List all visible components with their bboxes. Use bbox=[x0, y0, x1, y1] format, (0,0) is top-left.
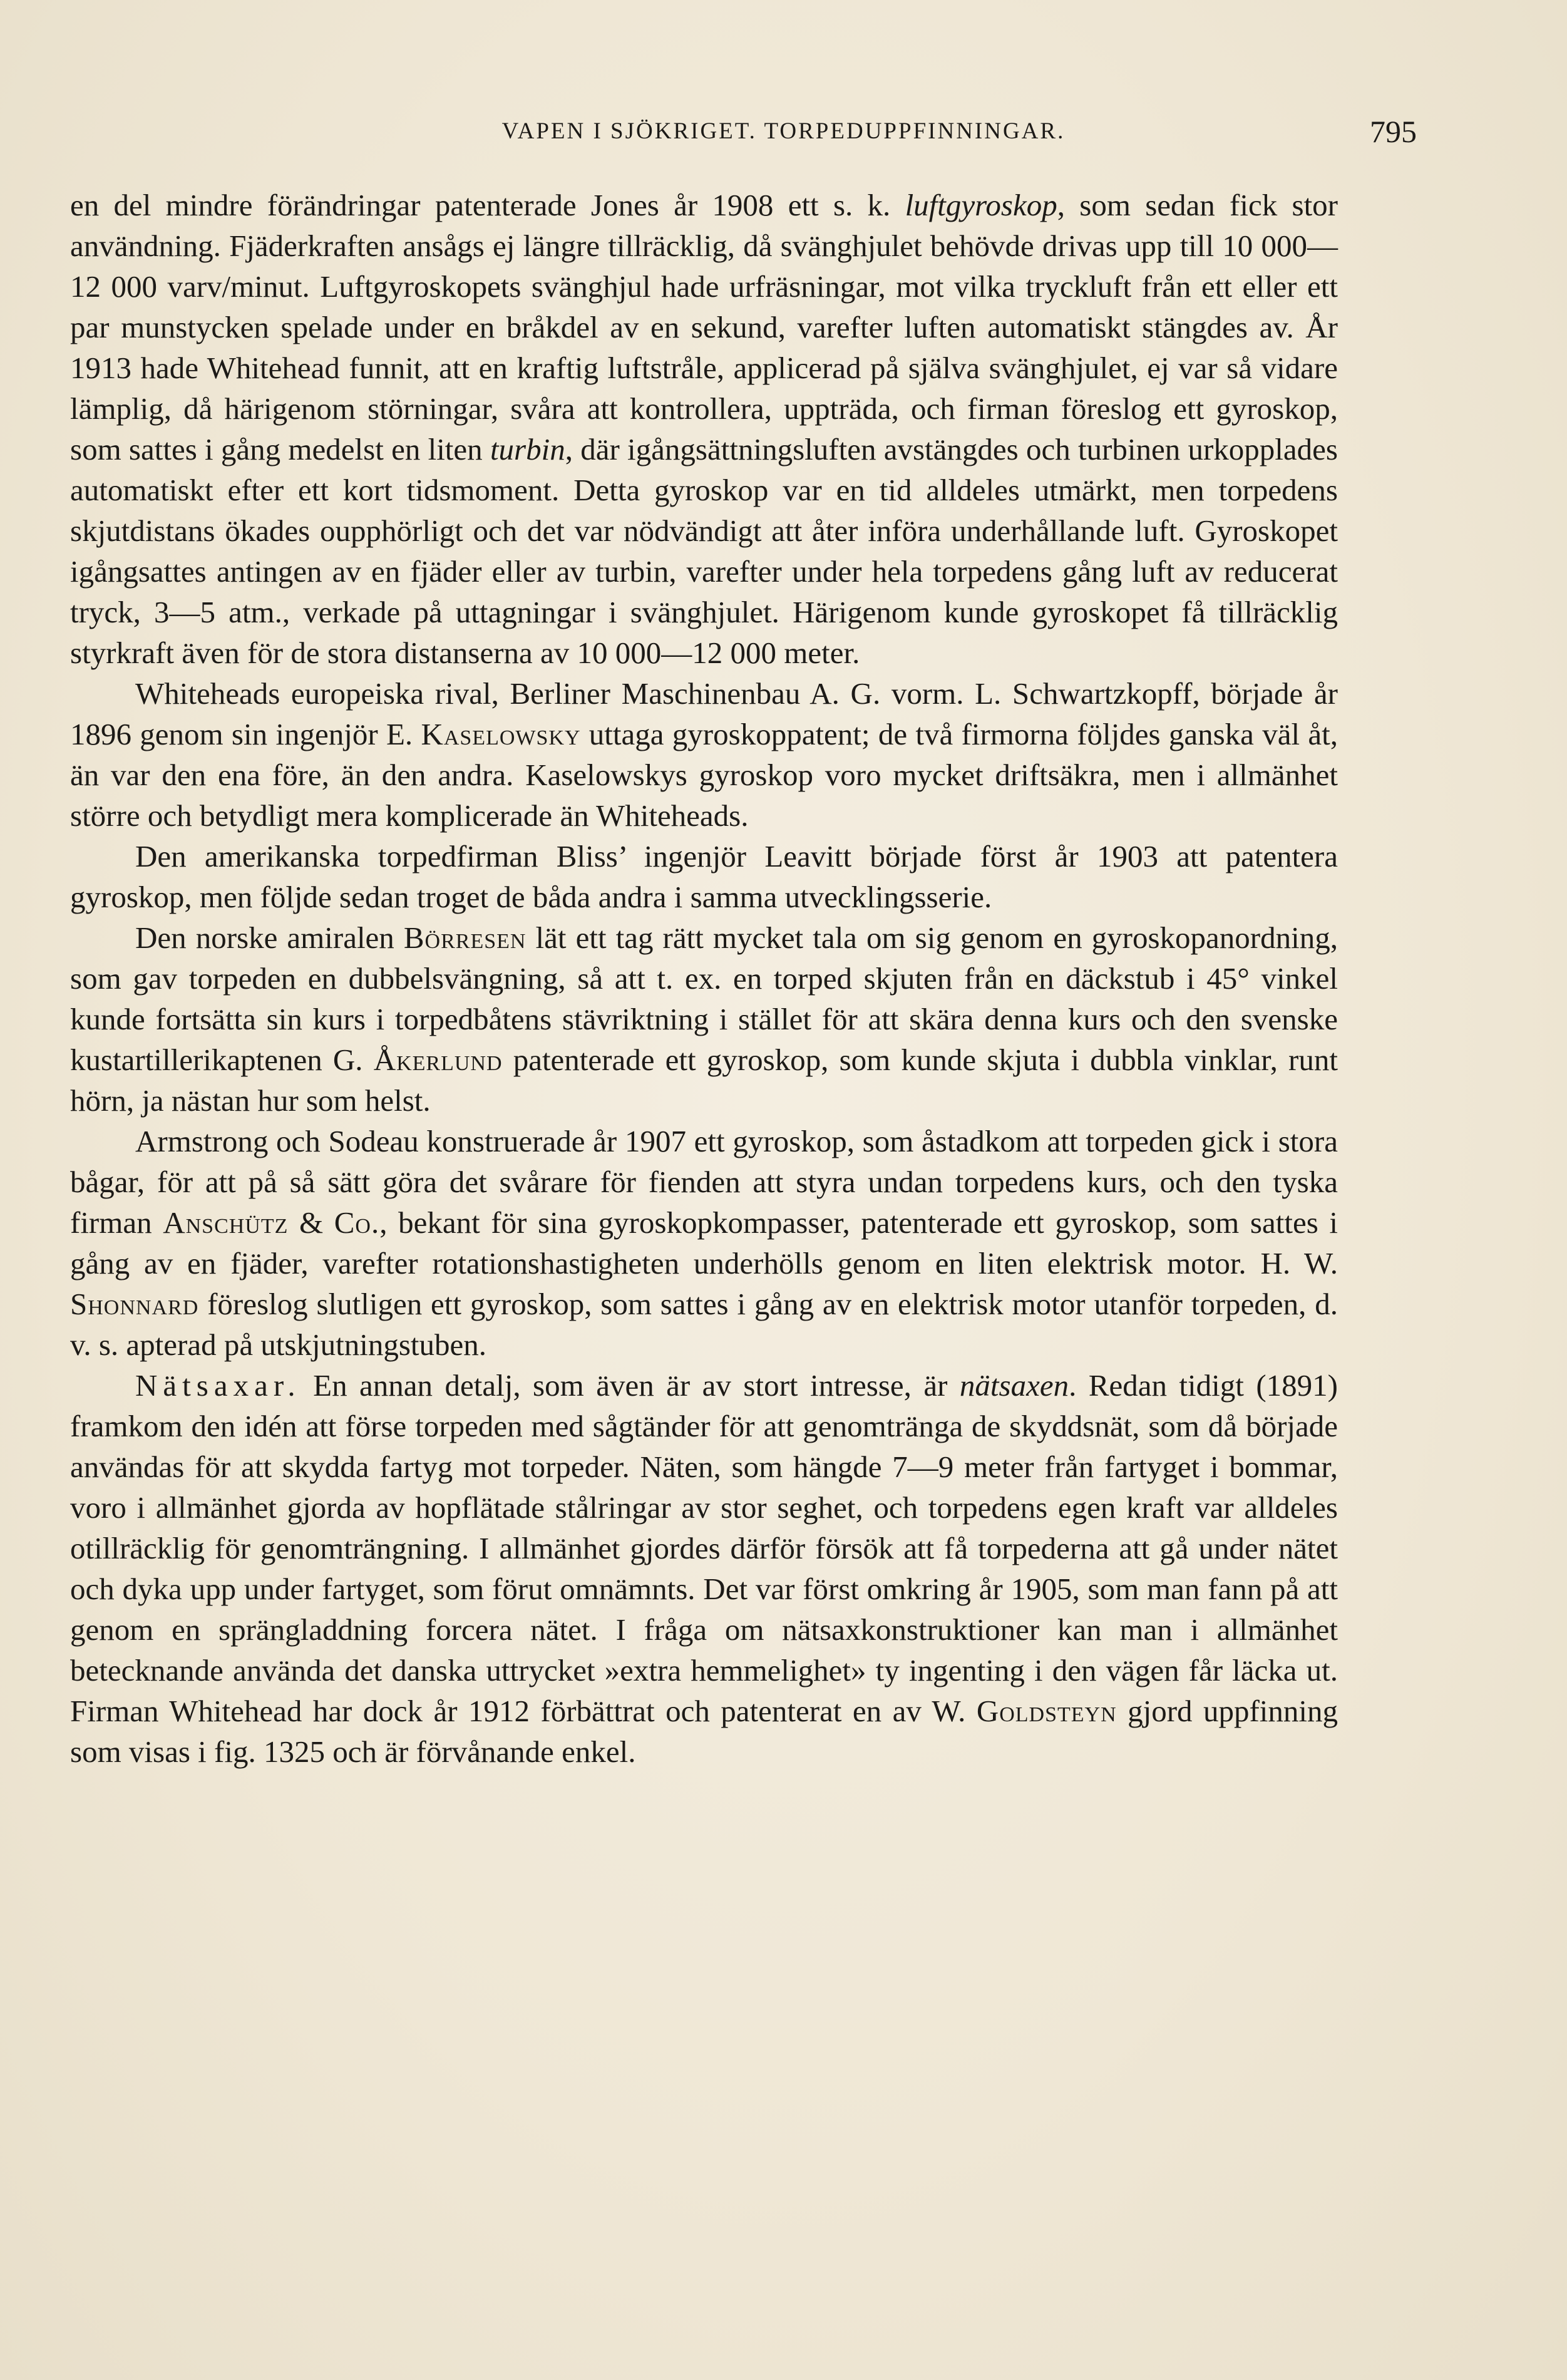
text-segment: Anschütz bbox=[163, 1205, 289, 1240]
text-segment: En annan detalj, som även är av stort intresse, är bbox=[301, 1368, 960, 1403]
text-segment: Kaselowsky bbox=[421, 717, 581, 751]
text-segment: turbin bbox=[490, 432, 565, 466]
text-segment: . Redan tidigt (1891) framkom den idén att förse torpeden med sågtänder för att genomtränga de skyddsnät, som då började användas för att skydda fartyg mot torpeder. Näten, som hängde 7—9 meter från fartyget i bommar, voro i allmänhet gjorda av hopflätade stålringar av stor seghet, och torpedens egen kraft var alldeles otillräcklig för genomträngning. I allmänhet gjordes därför försök att få torpederna att gå under nätet och dyka upp under fartyget, som förut omnämnts. Det var först omkring år 1905, som man fann på att genom en sprängladdning forcera nätet. I fråga om nätsaxkonstruktioner kan man i allmänhet betecknande använda det danska uttrycket »extra hemmelighet» ty ingenting i den vägen får läcka ut. Firman Whitehead har dock år 1912 förbättrat och patenterat en av W. bbox=[70, 1368, 1338, 1728]
paragraph-p1 bbox=[70, 185, 1338, 673]
text-segment: patenterade ett gyroskop, som kunde skjuta i dubbla vinklar, runt hörn, ja nästan hur som helst. bbox=[70, 1043, 1338, 1118]
text-segment: , där igångsättningsluften avstängdes och turbinen urkopplades automatiskt efter ett kort tidsmoment. Detta gyroskop var en tid alldeles utmärkt, men torpedens skjutdistans ökades oupphörligt och det var nödvändigt att åter införa underhållande luft. Gyroskopet igångsattes antingen av en fjäder eller av turbin, varefter under hela torpedens gång luft av reducerat tryck, 3—5 atm., verkade på uttagningar i svänghjulet. Härigenom kunde gyroskopet få tillräcklig styrkraft även för de stora distanserna av 10 000—12 000 meter. bbox=[70, 432, 1338, 670]
paragraph-p2 bbox=[70, 673, 1338, 836]
text-segment: Nätsaxar. bbox=[135, 1368, 301, 1403]
text-segment: en del mindre förändringar patenterade Jones år 1908 ett s. k. bbox=[70, 188, 905, 222]
text-segment: , bekant för sina gyroskopkompasser, patenterade ett gyroskop, som sattes i gång av en fjäder, varefter rotationshastigheten underhölls genom en liten elektrisk motor. H. W. bbox=[70, 1205, 1338, 1280]
text-segment: Goldsteyn bbox=[976, 1694, 1117, 1728]
running-title: VAPEN I SJÖKRIGET. TORPEDUPPFINNINGAR. bbox=[501, 118, 1066, 144]
text-segment: gjord uppfinning som visas i fig. 1325 och är förvånande enkel. bbox=[70, 1694, 1338, 1769]
paragraph-p6 bbox=[70, 1365, 1338, 1772]
text-segment: Den amerikanska torpedfirman Bliss’ ingenjör Leavitt började först år 1903 att patentera gyroskop, men följde sedan troget de båda andra i samma utvecklingsserie. bbox=[70, 839, 1338, 914]
text-segment: föreslog slutligen ett gyroskop, som sattes i gång av en elektrisk motor utanför torpeden, d. v. s. apterad på utskjutningstuben. bbox=[70, 1287, 1338, 1362]
text-segment: nätsaxen bbox=[959, 1368, 1069, 1403]
text-segment: Armstrong och Sodeau konstruerade år 1907 ett gyroskop, som åstadkom att torpeden gick i stora bågar, för att på så sätt göra det svårare för fienden att styra undan torpedens kurs, och den tyska firman bbox=[70, 1124, 1338, 1240]
text-segment: luftgyroskop bbox=[905, 188, 1057, 222]
text-segment: , som sedan fick stor användning. Fjäderkraften ansågs ej längre tillräcklig, då svänghjulet behövde drivas upp till 10 000—12 000 varv/minut. Luftgyroskopets svänghjul hade urfräsningar, mot vilka tryckluft från ett eller ett par munstycken spelade under en bråkdel av en sekund, varefter luften automatiskt stängdes av. År 1913 hade Whitehead funnit, att en kraftig luftstråle, applicerad på själva svänghjulet, ej var så vidare lämplig, då härigenom störningar, svåra att kontrollera, uppträda, och firman föreslog ett gyroskop, som sattes i gång medelst en liten bbox=[70, 188, 1338, 466]
text-segment: Åkerlund bbox=[373, 1043, 503, 1077]
paragraph-p3 bbox=[70, 836, 1338, 917]
paragraph-p4 bbox=[70, 917, 1338, 1121]
text-segment: Börresen bbox=[403, 920, 527, 955]
text-segment: & bbox=[288, 1205, 334, 1240]
text-segment: Den norske amiralen bbox=[135, 920, 404, 955]
body-text bbox=[70, 185, 1338, 1772]
text-segment: uttaga gyroskoppatent; de två firmorna följdes ganska väl åt, än var den ena före, än den andra. Kaselowskys gyroskop voro mycket driftsäkra, men i allmänhet större och betydligt mera komplicerade än Whiteheads. bbox=[70, 717, 1338, 833]
text-segment: Whiteheads europeiska rival, Berliner Maschinenbau A. G. vorm. L. Schwartzkopff, började år 1896 genom sin ingenjör E. bbox=[70, 676, 1338, 751]
text-segment: Co. bbox=[334, 1205, 380, 1240]
paragraph-p5 bbox=[70, 1121, 1338, 1365]
text-segment: lät ett tag rätt mycket tala om sig genom en gyroskopanordning, som gav torpeden en dubbelsvängning, så att t. ex. en torped skjuten från en däckstub i 45° vinkel kunde fortsätta sin kurs i torpedbåtens stävriktning i stället för att skära denna kurs och den svenske kustartillerikaptenen G. bbox=[70, 920, 1338, 1077]
running-head bbox=[150, 113, 1417, 150]
text-segment: Shonnard bbox=[70, 1287, 199, 1321]
page-number: 795 bbox=[1370, 114, 1417, 149]
